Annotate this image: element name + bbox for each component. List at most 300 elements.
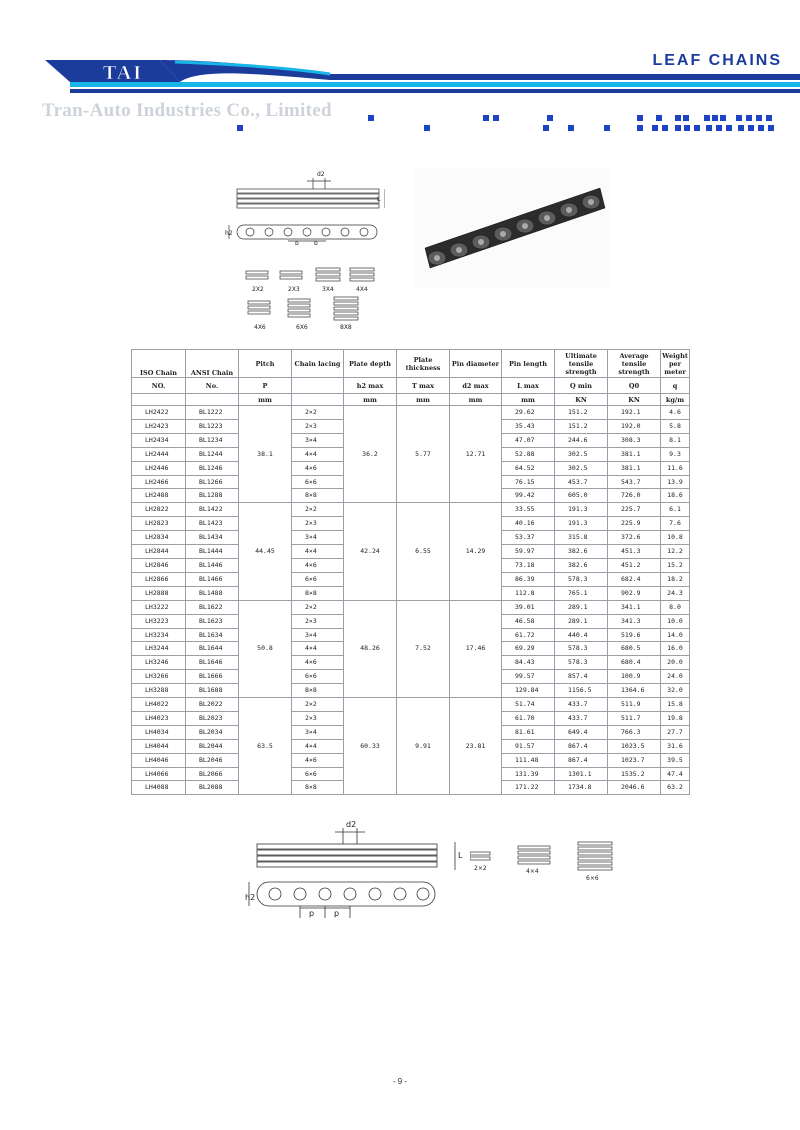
avg-tensile-value: 451.3 [608, 545, 661, 559]
avg-tensile-value: 1535.2 [608, 767, 661, 781]
decor-square [604, 125, 610, 131]
iso-chain-no: LH4088 [132, 781, 186, 795]
ansi-chain-no: BL1266 [186, 475, 239, 489]
ult-tensile-value: 453.7 [555, 475, 608, 489]
dim-d2-label: d2 [317, 171, 325, 178]
weight-value: 15.8 [661, 698, 690, 712]
ult-tensile-value: 382.6 [555, 558, 608, 572]
decor-square [675, 115, 681, 121]
avg-tensile-value: 519.6 [608, 628, 661, 642]
iso-chain-no: LH4022 [132, 698, 186, 712]
ult-tensile-value: 302.5 [555, 447, 608, 461]
iso-chain-no: LH4034 [132, 725, 186, 739]
weight-value: 18.6 [661, 489, 690, 503]
ansi-chain-no: BL2066 [186, 767, 239, 781]
chain-lacing: 8×8 [292, 586, 344, 600]
pin-length-value: 33.55 [502, 503, 555, 517]
chain-lacing: 2×3 [292, 711, 344, 725]
decor-square [368, 115, 374, 121]
ansi-chain-no: BL1623 [186, 614, 239, 628]
avg-tensile-value: 381.1 [608, 447, 661, 461]
iso-chain-no: LH3246 [132, 656, 186, 670]
chain-lacing: 6×6 [292, 670, 344, 684]
ansi-chain-no: BL1466 [186, 572, 239, 586]
ult-tensile-value: 867.4 [555, 739, 608, 753]
col-avg-tensile: Average tensile strength [608, 350, 661, 378]
chain-lacing: 4×6 [292, 753, 344, 767]
unit-cell: mm [397, 394, 450, 406]
pin-length-value: 99.57 [502, 670, 555, 684]
dim-p-label: p [295, 240, 299, 245]
weight-value: 6.1 [661, 503, 690, 517]
plate-thickness-value: 9.91 [397, 698, 450, 795]
chain-drawing-bottom [245, 820, 475, 930]
decor-square [547, 115, 553, 121]
plate-thickness-value: 6.55 [397, 503, 450, 600]
ansi-chain-no: BL1488 [186, 586, 239, 600]
lacing-label: 6×6 [586, 875, 599, 882]
decor-square [704, 115, 710, 121]
pin-length-value: 112.8 [502, 586, 555, 600]
decor-square [746, 115, 752, 121]
ansi-chain-no: BL1634 [186, 628, 239, 642]
ansi-chain-no: BL1234 [186, 433, 239, 447]
pin-length-value: 91.57 [502, 739, 555, 753]
col-pin-diameter: Pin diameter [450, 350, 502, 378]
dim-l-label: L [458, 851, 463, 860]
decor-square [706, 125, 712, 131]
plate-depth-value: 36.2 [344, 406, 397, 503]
pin-length-value: 131.39 [502, 767, 555, 781]
decor-square [694, 125, 700, 131]
chain-lacing: 2×2 [292, 406, 344, 420]
decor-square [716, 125, 722, 131]
decor-square [662, 125, 668, 131]
ansi-chain-no: BL1666 [186, 670, 239, 684]
avg-tensile-value: 381.1 [608, 461, 661, 475]
iso-chain-no: LH4044 [132, 739, 186, 753]
lacing-sym [292, 378, 344, 394]
unit-cell: KN [608, 394, 661, 406]
pin-length-value: 76.15 [502, 475, 555, 489]
chain-lacing: 8×8 [292, 489, 344, 503]
avg-tensile-value: 543.7 [608, 475, 661, 489]
iso-chain-no: LH3266 [132, 670, 186, 684]
pin-length-value: 47.07 [502, 433, 555, 447]
lacing-label: 3X4 [322, 286, 334, 293]
col-iso: ISO Chain [132, 350, 186, 378]
chain-lacing: 2×3 [292, 517, 344, 531]
unit-cell: mm [502, 394, 555, 406]
lacing-diagrams-top [240, 265, 380, 335]
weight-sym: q [661, 378, 690, 394]
decor-square [568, 125, 574, 131]
iso-chain-no: LH4066 [132, 767, 186, 781]
col-plate-thickness: Plate thickness [397, 350, 450, 378]
pin-length-value: 59.97 [502, 545, 555, 559]
logo-text: TAI [102, 62, 144, 84]
col-lacing: Chain lacing [292, 350, 344, 378]
ansi-chain-no: BL2046 [186, 753, 239, 767]
avg-tensile-value: 2046.6 [608, 781, 661, 795]
pin-length-value: 61.70 [502, 711, 555, 725]
iso-chain-no: LH4023 [132, 711, 186, 725]
weight-value: 20.0 [661, 656, 690, 670]
chain-lacing: 3×4 [292, 725, 344, 739]
pin-length-value: 171.22 [502, 781, 555, 795]
avg-tensile-value: 766.3 [608, 725, 661, 739]
iso-chain-no: LH2488 [132, 489, 186, 503]
decor-square [736, 115, 742, 121]
plate-thickness-value: 7.52 [397, 600, 450, 697]
leaf-chain-spec-table [131, 349, 690, 795]
decor-square [637, 125, 643, 131]
avg-tensile-value: 308.3 [608, 433, 661, 447]
pin-length-value: 35.43 [502, 419, 555, 433]
weight-value: 10.8 [661, 531, 690, 545]
decor-square [766, 115, 772, 121]
pin-length-value: 40.16 [502, 517, 555, 531]
ansi-chain-no: BL2044 [186, 739, 239, 753]
weight-value: 8.0 [661, 600, 690, 614]
chain-lacing: 4×6 [292, 558, 344, 572]
avg-tensile-value: 511.7 [608, 711, 661, 725]
avg-tensile-value: 1364.6 [608, 684, 661, 698]
unit-cell: kg/m [661, 394, 690, 406]
ansi-chain-no: BL1646 [186, 656, 239, 670]
pin-length-value: 69.29 [502, 642, 555, 656]
decor-square [756, 115, 762, 121]
unit-cell [186, 394, 239, 406]
plate-depth-value: 48.26 [344, 600, 397, 697]
ult-tensile-value: 578.3 [555, 642, 608, 656]
avg-tensile-value: 192.1 [608, 406, 661, 420]
dim-d2-label: d2 [346, 820, 357, 829]
ansi-chain-no: BL1222 [186, 406, 239, 420]
iso-chain-no: LH3234 [132, 628, 186, 642]
decor-square [683, 115, 689, 121]
ansi-chain-no: BL2088 [186, 781, 239, 795]
ult-tensile-value: 191.3 [555, 517, 608, 531]
col-ansi: ANSI Chain [186, 350, 239, 378]
decor-square [637, 115, 643, 121]
chain-lacing: 8×8 [292, 781, 344, 795]
iso-chain-no: LH2846 [132, 558, 186, 572]
ansi-no: No. [186, 378, 239, 394]
pitch-value: 44.45 [239, 503, 292, 600]
decor-square [768, 125, 774, 131]
ult-tensile-value: 440.4 [555, 628, 608, 642]
lacing-label: 4X4 [356, 286, 368, 293]
decor-square [493, 115, 499, 121]
decor-square [675, 125, 681, 131]
weight-value: 47.4 [661, 767, 690, 781]
weight-value: 11.6 [661, 461, 690, 475]
avg-tensile-value: 1023.5 [608, 739, 661, 753]
ult-tensile-value: 867.4 [555, 753, 608, 767]
pitch-sym: P [239, 378, 292, 394]
chain-lacing: 8×8 [292, 684, 344, 698]
decor-square [237, 125, 243, 131]
pin-length-value: 84.43 [502, 656, 555, 670]
chain-lacing: 6×6 [292, 475, 344, 489]
lacing-label: 6X6 [296, 324, 308, 331]
ansi-chain-no: BL1423 [186, 517, 239, 531]
avg-tensile-value: 100.9 [608, 670, 661, 684]
col-plate-depth: Plate depth [344, 350, 397, 378]
chain-lacing: 2×2 [292, 600, 344, 614]
table-row [132, 600, 690, 614]
pitch-value: 38.1 [239, 406, 292, 503]
iso-chain-no: LH2422 [132, 406, 186, 420]
avg-tensile-value: 680.5 [608, 642, 661, 656]
ansi-chain-no: BL1223 [186, 419, 239, 433]
unit-cell: mm [450, 394, 502, 406]
chain-lacing: 2×2 [292, 698, 344, 712]
ult-tensile-value: 433.7 [555, 698, 608, 712]
dim-p-label: p [334, 909, 340, 918]
ansi-chain-no: BL1422 [186, 503, 239, 517]
pin-diameter-value: 17.46 [450, 600, 502, 697]
avg-tensile-value: 341.3 [608, 614, 661, 628]
iso-chain-no: LH2423 [132, 419, 186, 433]
decor-square [424, 125, 430, 131]
ult-tensile-value: 1156.5 [555, 684, 608, 698]
unit-cell: mm [239, 394, 292, 406]
pin-length-value: 64.52 [502, 461, 555, 475]
decor-square [758, 125, 764, 131]
weight-value: 9.3 [661, 447, 690, 461]
decor-square [720, 115, 726, 121]
iso-chain-no: LH2466 [132, 475, 186, 489]
chain-lacing: 4×6 [292, 656, 344, 670]
unit-cell [292, 394, 344, 406]
ansi-chain-no: BL1644 [186, 642, 239, 656]
ult-tensile-value: 382.6 [555, 545, 608, 559]
dim-h2-label: h2 [225, 230, 233, 237]
weight-value: 7.6 [661, 517, 690, 531]
avg-tensile-sym: Q0 [608, 378, 661, 394]
pitch-value: 63.5 [239, 698, 292, 795]
chain-lacing: 4×4 [292, 642, 344, 656]
avg-tensile-value: 341.1 [608, 600, 661, 614]
decor-square [543, 125, 549, 131]
pin-diameter-sym: d2 max [450, 378, 502, 394]
ansi-chain-no: BL1288 [186, 489, 239, 503]
avg-tensile-value: 192.0 [608, 419, 661, 433]
ult-tensile-value: 315.8 [555, 531, 608, 545]
ult-tensile-value: 302.5 [555, 461, 608, 475]
pin-length-value: 73.18 [502, 558, 555, 572]
dim-h2-label: h2 [245, 893, 256, 902]
weight-value: 31.6 [661, 739, 690, 753]
pin-diameter-value: 12.71 [450, 406, 502, 503]
plate-thickness-sym: T max [397, 378, 450, 394]
avg-tensile-value: 902.9 [608, 586, 661, 600]
ult-tensile-value: 605.0 [555, 489, 608, 503]
pin-length-value: 46.58 [502, 614, 555, 628]
avg-tensile-value: 680.4 [608, 656, 661, 670]
col-pitch: Pitch [239, 350, 292, 378]
weight-value: 13.9 [661, 475, 690, 489]
chain-lacing: 2×3 [292, 614, 344, 628]
table-row [132, 406, 690, 420]
avg-tensile-value: 511.9 [608, 698, 661, 712]
ult-tensile-value: 433.7 [555, 711, 608, 725]
ult-tensile-value: 1734.8 [555, 781, 608, 795]
ansi-chain-no: BL1622 [186, 600, 239, 614]
avg-tensile-value: 682.4 [608, 572, 661, 586]
iso-no: NO. [132, 378, 186, 394]
pin-diameter-value: 14.29 [450, 503, 502, 600]
ult-tensile-value: 649.4 [555, 725, 608, 739]
chain-lacing: 6×6 [292, 767, 344, 781]
weight-value: 10.0 [661, 614, 690, 628]
chain-lacing: 6×6 [292, 572, 344, 586]
ult-tensile-value: 191.3 [555, 503, 608, 517]
weight-value: 27.7 [661, 725, 690, 739]
weight-value: 5.8 [661, 419, 690, 433]
dim-p-label: p [314, 240, 318, 245]
table-row [132, 503, 690, 517]
decor-square [652, 125, 658, 131]
ansi-chain-no: BL2023 [186, 711, 239, 725]
ult-tensile-value: 151.2 [555, 406, 608, 420]
chain-lacing: 3×4 [292, 628, 344, 642]
pin-length-value: 129.84 [502, 684, 555, 698]
dim-l-label: L [377, 196, 381, 203]
ansi-chain-no: BL1246 [186, 461, 239, 475]
iso-chain-no: LH2888 [132, 586, 186, 600]
spec-table-body [132, 406, 690, 795]
pin-diameter-value: 23.81 [450, 698, 502, 795]
avg-tensile-value: 225.9 [608, 517, 661, 531]
lacing-label: 2×2 [474, 865, 487, 872]
weight-value: 16.0 [661, 642, 690, 656]
weight-value: 8.1 [661, 433, 690, 447]
company-logo [88, 62, 158, 84]
decor-square [684, 125, 690, 131]
chain-lacing: 4×4 [292, 447, 344, 461]
ult-tensile-value: 578.3 [555, 656, 608, 670]
avg-tensile-value: 451.2 [608, 558, 661, 572]
page-number: - 9 - [392, 1077, 408, 1086]
ult-tensile-value: 151.2 [555, 419, 608, 433]
iso-chain-no: LH2823 [132, 517, 186, 531]
iso-chain-no: LH2866 [132, 572, 186, 586]
pin-length-value: 52.88 [502, 447, 555, 461]
decor-square [712, 115, 718, 121]
chain-lacing: 3×4 [292, 531, 344, 545]
iso-chain-no: LH4046 [132, 753, 186, 767]
col-ult-tensile: Ultimate tensile strength [555, 350, 608, 378]
pin-length-value: 111.48 [502, 753, 555, 767]
ult-tensile-sym: Q min [555, 378, 608, 394]
iso-chain-no: LH2844 [132, 545, 186, 559]
ult-tensile-value: 765.1 [555, 586, 608, 600]
plate-depth-value: 42.24 [344, 503, 397, 600]
catalog-title: LEAF CHAINS [652, 52, 782, 69]
chain-lacing: 4×4 [292, 739, 344, 753]
weight-value: 24.0 [661, 670, 690, 684]
iso-chain-no: LH2834 [132, 531, 186, 545]
weight-value: 18.2 [661, 572, 690, 586]
chain-drawing-top [225, 165, 385, 245]
pin-length-sym: L max [502, 378, 555, 394]
col-weight: Weight per meter [662, 351, 688, 376]
avg-tensile-value: 225.7 [608, 503, 661, 517]
ansi-chain-no: BL1446 [186, 558, 239, 572]
plate-depth-sym: h2 max [344, 378, 397, 394]
unit-cell: mm [344, 394, 397, 406]
chain-lacing: 2×2 [292, 503, 344, 517]
iso-chain-no: LH3244 [132, 642, 186, 656]
decor-square [483, 115, 489, 121]
ansi-chain-no: BL2022 [186, 698, 239, 712]
weight-value: 39.5 [661, 753, 690, 767]
table-row [132, 698, 690, 712]
pin-length-value: 61.72 [502, 628, 555, 642]
unit-cell [132, 394, 186, 406]
iso-chain-no: LH2444 [132, 447, 186, 461]
ansi-chain-no: BL1434 [186, 531, 239, 545]
lacing-diagrams-bottom [470, 840, 620, 890]
weight-value: 14.0 [661, 628, 690, 642]
ult-tensile-value: 244.6 [555, 433, 608, 447]
plate-thickness-value: 5.77 [397, 406, 450, 503]
weight-value: 63.2 [661, 781, 690, 795]
weight-value: 15.2 [661, 558, 690, 572]
pin-length-value: 53.37 [502, 531, 555, 545]
avg-tensile-value: 372.6 [608, 531, 661, 545]
ansi-chain-no: BL2034 [186, 725, 239, 739]
dim-p-label: p [309, 909, 315, 918]
ansi-chain-no: BL1688 [186, 684, 239, 698]
ult-tensile-value: 578.3 [555, 572, 608, 586]
chain-lacing: 4×6 [292, 461, 344, 475]
ansi-chain-no: BL1444 [186, 545, 239, 559]
col-pin-length: Pin length [502, 350, 555, 378]
pin-length-value: 99.42 [502, 489, 555, 503]
iso-chain-no: LH3288 [132, 684, 186, 698]
avg-tensile-value: 1023.7 [608, 753, 661, 767]
lacing-label: 4×4 [526, 868, 539, 875]
chain-photo [415, 168, 610, 288]
ult-tensile-value: 1301.1 [555, 767, 608, 781]
lacing-label: 8X8 [340, 324, 352, 331]
chain-lacing: 4×4 [292, 545, 344, 559]
iso-chain-no: LH2822 [132, 503, 186, 517]
iso-chain-no: LH2434 [132, 433, 186, 447]
lacing-label: 2X2 [252, 286, 264, 293]
lacing-label: 4X6 [254, 324, 266, 331]
weight-value: 4.6 [661, 406, 690, 420]
ult-tensile-value: 857.4 [555, 670, 608, 684]
weight-value: 19.8 [661, 711, 690, 725]
pin-length-value: 51.74 [502, 698, 555, 712]
avg-tensile-value: 726.0 [608, 489, 661, 503]
unit-cell: KN [555, 394, 608, 406]
decor-square [656, 115, 662, 121]
weight-value: 12.2 [661, 545, 690, 559]
chain-lacing: 2×3 [292, 419, 344, 433]
pitch-value: 50.8 [239, 600, 292, 697]
pin-length-value: 81.61 [502, 725, 555, 739]
ansi-chain-no: BL1244 [186, 447, 239, 461]
chain-lacing: 3×4 [292, 433, 344, 447]
pin-length-value: 86.39 [502, 572, 555, 586]
pin-length-value: 39.01 [502, 600, 555, 614]
